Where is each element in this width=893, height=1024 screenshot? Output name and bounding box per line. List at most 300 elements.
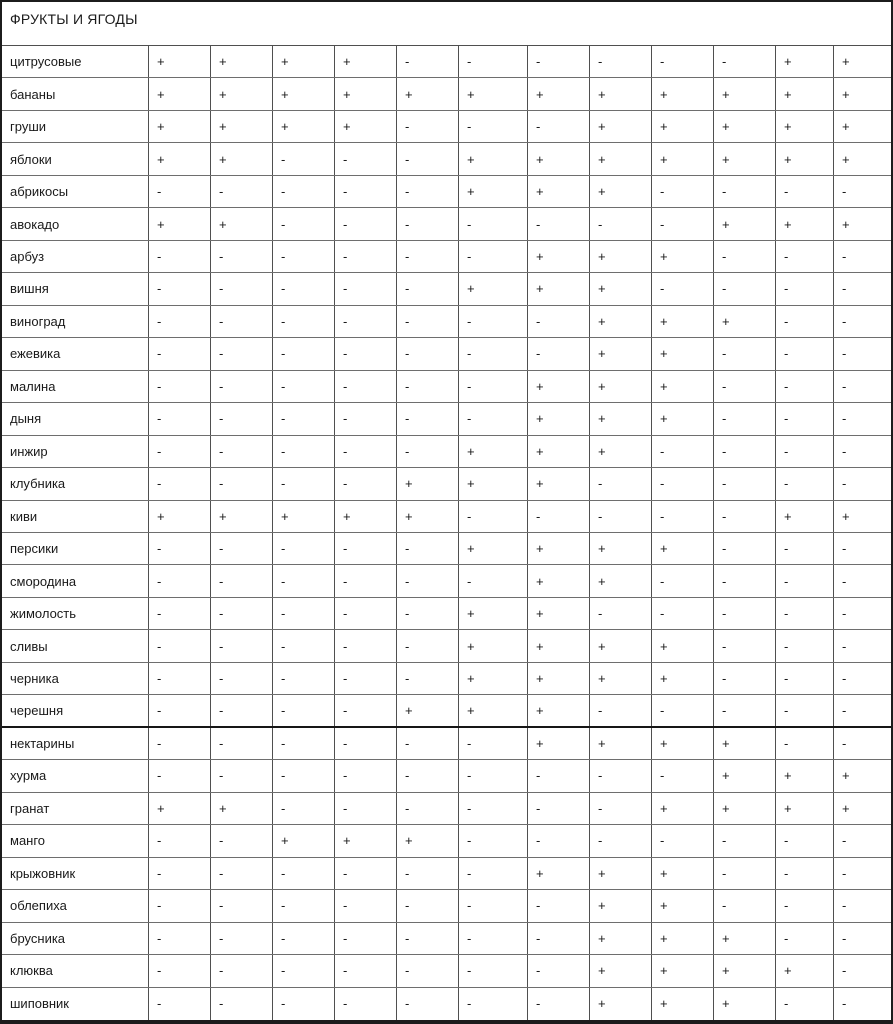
value-cell: + [397,825,459,856]
value-cell: - [842,281,847,297]
value-cell: + [652,923,714,954]
value-cell: + [459,468,528,499]
value-cell: - [273,565,335,596]
value-cell: + [149,46,211,77]
value-cell: + [528,695,590,725]
value-cell: + [528,436,590,467]
value-cell: - [211,241,273,272]
value-cell: - [149,338,211,369]
value-cell: - [273,533,335,564]
value-cell: + [652,111,714,142]
table-row [2,793,891,825]
value-cell: - [528,988,590,1020]
value-cell: - [273,695,335,725]
value-cell: - [397,955,459,986]
value-cell: - [149,403,211,434]
value-cell: + [590,890,652,921]
value-cell: - [149,923,211,954]
value-cell: - [459,988,528,1020]
value-cell: - [149,695,211,725]
value-cell: - [149,371,211,402]
value-cell: - [776,565,834,596]
value-cell: + [211,46,273,77]
value-cell: + [714,955,776,986]
value-cell: - [273,468,335,499]
value-cell: + [652,858,714,889]
value-cell: - [397,111,459,142]
value-cell: - [590,208,652,239]
value-cell: - [842,736,847,752]
table-row [2,338,891,370]
value-cell: + [335,78,397,109]
value-cell: - [211,988,273,1020]
value-cell: - [714,565,776,596]
value-cell: - [528,46,590,77]
value-cell: - [149,825,211,856]
value-cell: + [776,501,834,532]
row-label: дыня [2,403,149,434]
table-row [2,955,891,987]
value-cell: - [211,858,273,889]
value-cell: - [335,338,397,369]
value-cell: + [652,630,714,661]
value-cell: - [335,176,397,207]
value-cell: + [528,533,590,564]
value-cell: + [273,78,335,109]
value-cell: + [149,501,211,532]
row-label: авокадо [2,208,149,239]
value-cell: - [776,890,834,921]
value-cell: + [776,111,834,142]
value-cell: - [776,273,834,304]
row-label: инжир [2,436,149,467]
value-cell: - [335,436,397,467]
value-cell: - [528,208,590,239]
value-cell: - [397,176,459,207]
value-cell: + [714,78,776,109]
value-cell: - [842,313,847,329]
value-cell: - [273,436,335,467]
table-row [2,306,891,338]
value-cell: - [776,241,834,272]
value-cell: + [842,800,850,816]
value-cell: - [149,533,211,564]
row-label: киви [2,501,149,532]
value-cell: + [652,306,714,337]
value-cell: - [273,890,335,921]
value-cell: + [652,728,714,759]
value-cell: - [211,273,273,304]
value-cell: + [590,436,652,467]
value-cell: - [335,923,397,954]
value-cell: + [714,923,776,954]
value-cell: + [335,825,397,856]
value-cell: - [652,468,714,499]
value-cell: - [776,306,834,337]
row-label: нектарины [2,728,149,759]
value-cell: - [397,143,459,174]
value-cell: + [149,78,211,109]
value-cell: - [652,565,714,596]
value-cell: - [842,378,847,394]
value-cell: - [211,663,273,694]
value-cell: - [273,663,335,694]
value-cell: - [714,825,776,856]
row-label: крыжовник [2,858,149,889]
table-row [2,176,891,208]
value-cell: + [459,533,528,564]
value-cell: - [842,541,847,557]
value-cell: - [273,338,335,369]
table-row [2,630,891,662]
value-cell: - [652,598,714,629]
value-cell: + [776,793,834,824]
value-cell: - [459,923,528,954]
value-cell: + [842,54,850,70]
value-cell: - [273,923,335,954]
value-cell: + [211,143,273,174]
table-row [2,143,891,175]
table-row [2,533,891,565]
value-cell: + [528,565,590,596]
row-label: груши [2,111,149,142]
value-cell: - [149,306,211,337]
value-cell: - [397,46,459,77]
value-cell: + [652,793,714,824]
value-cell: - [335,403,397,434]
row-label: черника [2,663,149,694]
value-cell: + [397,501,459,532]
value-cell: - [652,825,714,856]
value-cell: - [211,468,273,499]
value-cell: - [149,241,211,272]
value-cell: - [397,533,459,564]
value-cell: - [335,306,397,337]
value-cell: - [273,793,335,824]
value-cell: - [590,468,652,499]
value-cell: + [459,695,528,725]
value-cell: - [459,760,528,791]
value-cell: + [590,858,652,889]
value-cell: - [149,890,211,921]
value-cell: - [273,598,335,629]
value-cell: + [459,273,528,304]
value-cell: - [776,728,834,759]
value-cell: - [459,371,528,402]
value-cell: + [528,241,590,272]
value-cell: - [397,760,459,791]
value-cell: + [590,371,652,402]
table-row [2,273,891,305]
value-cell: + [335,46,397,77]
value-cell: - [652,176,714,207]
value-cell: + [652,955,714,986]
value-cell: + [459,176,528,207]
value-cell: - [842,865,847,881]
value-cell: - [149,663,211,694]
value-cell: + [211,111,273,142]
value-cell: + [211,793,273,824]
value-cell: - [776,176,834,207]
value-cell: + [590,630,652,661]
value-cell: - [842,638,847,654]
value-cell: - [149,955,211,986]
value-cell: - [459,46,528,77]
value-cell: - [776,338,834,369]
value-cell: - [590,695,652,725]
value-cell: - [397,728,459,759]
value-cell: - [211,923,273,954]
value-cell: - [273,403,335,434]
value-cell: - [459,955,528,986]
value-cell: + [714,143,776,174]
value-cell: + [652,403,714,434]
value-cell: + [714,793,776,824]
value-cell: - [211,825,273,856]
value-cell: + [652,890,714,921]
value-cell: + [714,760,776,791]
value-cell: - [397,338,459,369]
value-cell: + [335,111,397,142]
value-cell: + [842,216,850,232]
value-cell: - [459,241,528,272]
value-cell: - [335,598,397,629]
value-cell: + [714,111,776,142]
value-cell: + [590,988,652,1020]
row-label: вишня [2,273,149,304]
value-cell: - [211,403,273,434]
value-cell: + [459,78,528,109]
value-cell: - [211,176,273,207]
value-cell: + [590,241,652,272]
value-cell: + [776,955,834,986]
value-cell: - [149,273,211,304]
table-row [2,501,891,533]
value-cell: - [714,890,776,921]
value-cell: - [149,436,211,467]
value-cell: - [149,176,211,207]
value-cell: - [397,923,459,954]
value-cell: - [714,403,776,434]
value-cell: - [459,890,528,921]
value-cell: - [652,501,714,532]
value-cell: - [590,598,652,629]
value-cell: - [211,436,273,467]
value-cell: - [459,825,528,856]
value-cell: - [714,273,776,304]
value-cell: - [776,988,834,1020]
value-cell: - [335,663,397,694]
value-cell: - [776,436,834,467]
value-cell: - [397,306,459,337]
value-cell: - [273,143,335,174]
value-cell: - [776,825,834,856]
value-cell: - [714,468,776,499]
value-cell: + [652,988,714,1020]
value-cell: - [273,371,335,402]
value-cell: - [273,208,335,239]
value-cell: - [335,630,397,661]
value-cell: - [714,630,776,661]
value-cell: + [842,151,850,167]
value-cell: - [459,501,528,532]
value-cell: + [528,728,590,759]
value-cell: - [149,565,211,596]
row-label: черешня [2,695,149,725]
value-cell: - [776,663,834,694]
value-cell: - [397,890,459,921]
value-cell: + [714,208,776,239]
value-cell: - [335,565,397,596]
value-cell: - [842,606,847,622]
value-cell: + [776,760,834,791]
value-cell: + [590,533,652,564]
row-label: клюква [2,955,149,986]
row-label: шиповник [2,988,149,1020]
value-cell: + [211,78,273,109]
value-cell: - [335,728,397,759]
row-label: хурма [2,760,149,791]
row-label: персики [2,533,149,564]
value-cell: + [149,208,211,239]
value-cell: + [397,78,459,109]
table-row [2,728,891,760]
value-cell: - [842,184,847,200]
value-cell: - [528,923,590,954]
value-cell: - [211,630,273,661]
row-label: смородина [2,565,149,596]
value-cell: - [149,988,211,1020]
value-cell: + [714,306,776,337]
table-row [2,371,891,403]
table-row [2,208,891,240]
value-cell: - [842,411,847,427]
value-cell: + [528,858,590,889]
value-cell: - [459,111,528,142]
value-cell: - [273,273,335,304]
value-cell: - [273,858,335,889]
value-cell: - [714,598,776,629]
table-row [2,436,891,468]
value-cell: + [842,86,850,102]
value-cell: + [459,436,528,467]
value-cell: - [714,533,776,564]
value-cell: - [714,695,776,725]
value-cell: - [273,955,335,986]
value-cell: - [335,241,397,272]
value-cell: - [149,630,211,661]
value-cell: - [714,241,776,272]
value-cell: + [590,176,652,207]
value-cell: + [652,338,714,369]
value-cell: - [397,208,459,239]
value-cell: - [397,663,459,694]
value-cell: - [335,143,397,174]
value-cell: + [590,955,652,986]
value-cell: - [528,306,590,337]
value-cell: + [776,143,834,174]
value-cell: + [590,728,652,759]
table-row [2,760,891,792]
value-cell: + [528,78,590,109]
value-cell: - [211,955,273,986]
value-cell: + [273,46,335,77]
row-label: бананы [2,78,149,109]
value-cell: + [714,988,776,1020]
value-cell: + [528,630,590,661]
row-label: яблоки [2,143,149,174]
value-cell: - [397,403,459,434]
value-cell: - [776,858,834,889]
table-row [2,825,891,857]
value-cell: - [211,371,273,402]
value-cell: - [149,858,211,889]
value-cell: - [273,760,335,791]
value-cell: - [335,988,397,1020]
value-cell: - [335,533,397,564]
value-cell: - [590,825,652,856]
value-cell: - [842,346,847,362]
value-cell: - [459,565,528,596]
value-cell: + [776,46,834,77]
value-cell: - [842,930,847,946]
value-cell: - [211,565,273,596]
row-label: арбуз [2,241,149,272]
row-label: цитрусовые [2,46,149,77]
row-label: сливы [2,630,149,661]
value-cell: - [590,793,652,824]
value-cell: - [528,955,590,986]
value-cell: - [211,533,273,564]
value-cell: + [652,663,714,694]
table-row [2,695,891,727]
table-row [2,598,891,630]
value-cell: - [335,955,397,986]
value-cell: - [842,703,847,719]
value-cell: - [652,695,714,725]
value-cell: - [335,760,397,791]
value-cell: - [397,565,459,596]
value-cell: - [714,338,776,369]
value-cell: + [211,208,273,239]
value-cell: - [590,501,652,532]
value-cell: - [335,468,397,499]
value-cell: + [842,508,850,524]
value-cell: + [149,143,211,174]
table-title-row [2,2,891,46]
value-cell: - [842,963,847,979]
value-cell: + [590,143,652,174]
value-cell: + [459,143,528,174]
value-cell: - [397,273,459,304]
value-cell: - [335,858,397,889]
value-cell: + [590,565,652,596]
value-cell: - [842,898,847,914]
value-cell: - [397,371,459,402]
value-cell: - [273,176,335,207]
value-cell: - [776,371,834,402]
value-cell: + [776,78,834,109]
table-row [2,403,891,435]
value-cell: - [776,598,834,629]
row-label: манго [2,825,149,856]
value-cell: + [149,793,211,824]
value-cell: + [397,468,459,499]
value-cell: + [652,241,714,272]
value-cell: - [714,663,776,694]
value-cell: + [335,501,397,532]
value-cell: - [211,338,273,369]
